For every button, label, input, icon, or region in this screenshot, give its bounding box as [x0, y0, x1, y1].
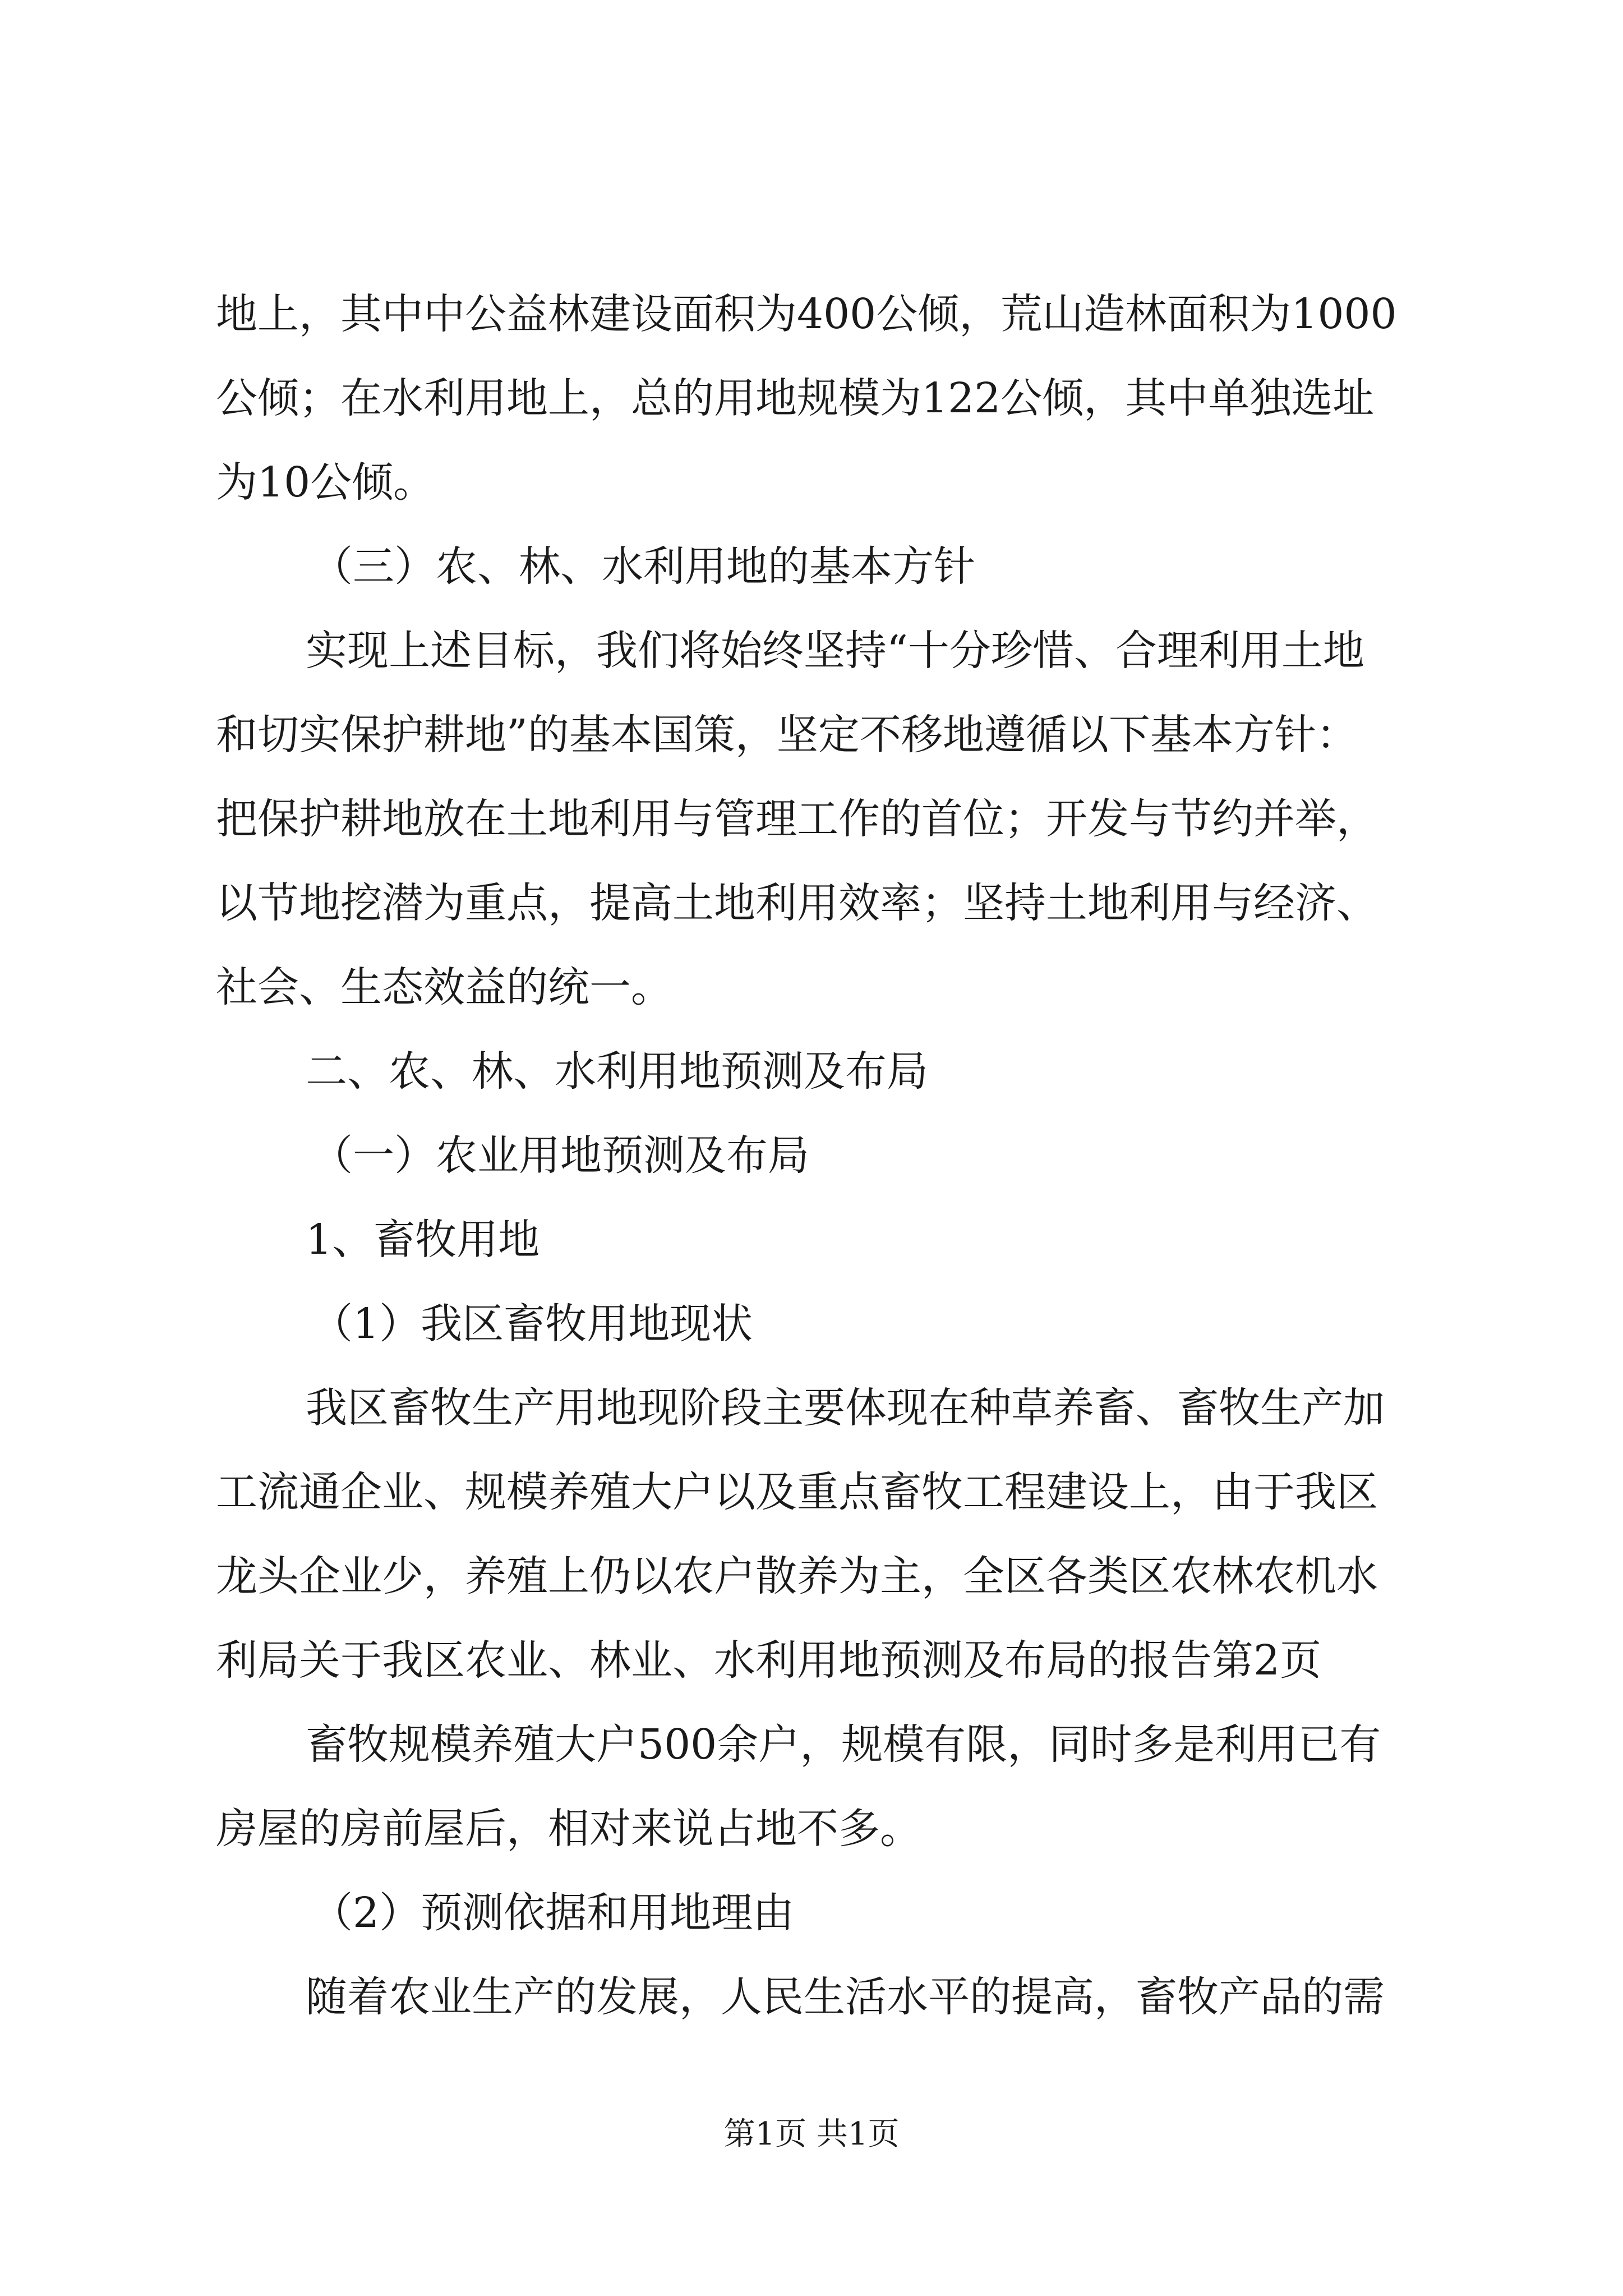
section-heading-forecast-layout: 二、农、林、水利用地预测及布局 [306, 1047, 928, 1096]
item-heading-status: （1）我区畜牧用地现状 [311, 1300, 753, 1348]
text-line-9: 社会、生态效益的统一。 [216, 963, 672, 1011]
item-heading-livestock: 1、畜牧用地 [306, 1216, 540, 1264]
text-line-19: 房屋的房前屋后，相对来说占地不多。 [216, 1805, 921, 1853]
text-line-7: 把保护耕地放在土地利用与管理工作的首位；开发与节约并举， [216, 795, 1378, 843]
text-line-18: 畜牧规模养殖大户500余户，规模有限，同时多是利用已有 [306, 1720, 1381, 1769]
text-line-16: 龙头企业少，养殖上仍以农户散养为主，全区各类区农林农机水 [216, 1552, 1378, 1600]
text-line-8: 以节地挖潜为重点，提高土地利用效率；坚持土地利用与经济、 [216, 879, 1378, 927]
item-heading-basis: （2）预测依据和用地理由 [311, 1889, 795, 1937]
text-line-1: 地上，其中中公益林建设面积为400公倾，荒山造林面积为1000 [216, 290, 1397, 338]
text-line-3: 为10公倾。 [216, 458, 435, 507]
text-line-15: 工流通企业、规模养殖大户以及重点畜牧工程建设上，由于我区 [216, 1468, 1378, 1516]
text-line-2: 公倾；在水利用地上，总的用地规模为122公倾，其中单独选址 [216, 374, 1375, 422]
text-line-6: 和切实保护耕地”的基本国策，坚定不移地遵循以下基本方针： [216, 711, 1358, 759]
text-line-21: 随着农业生产的发展，人民生活水平的提高，畜牧产品的需 [306, 1973, 1385, 2021]
text-line-14: 我区畜牧生产用地现阶段主要体现在种草养畜、畜牧生产加 [306, 1384, 1385, 1432]
text-line-17: 利局关于我区农业、林业、水利用地预测及布局的报告第2页 [216, 1636, 1322, 1685]
page-footer: 第1页 共1页 [723, 2116, 900, 2152]
subsection-heading-agriculture: （一）农业用地预测及布局 [311, 1131, 809, 1180]
section-heading-basic-principles: （三）农、林、水利用地的基本方针 [311, 542, 975, 591]
text-line-5: 实现上述目标，我们将始终坚持“十分珍惜、合理利用土地 [306, 627, 1364, 675]
